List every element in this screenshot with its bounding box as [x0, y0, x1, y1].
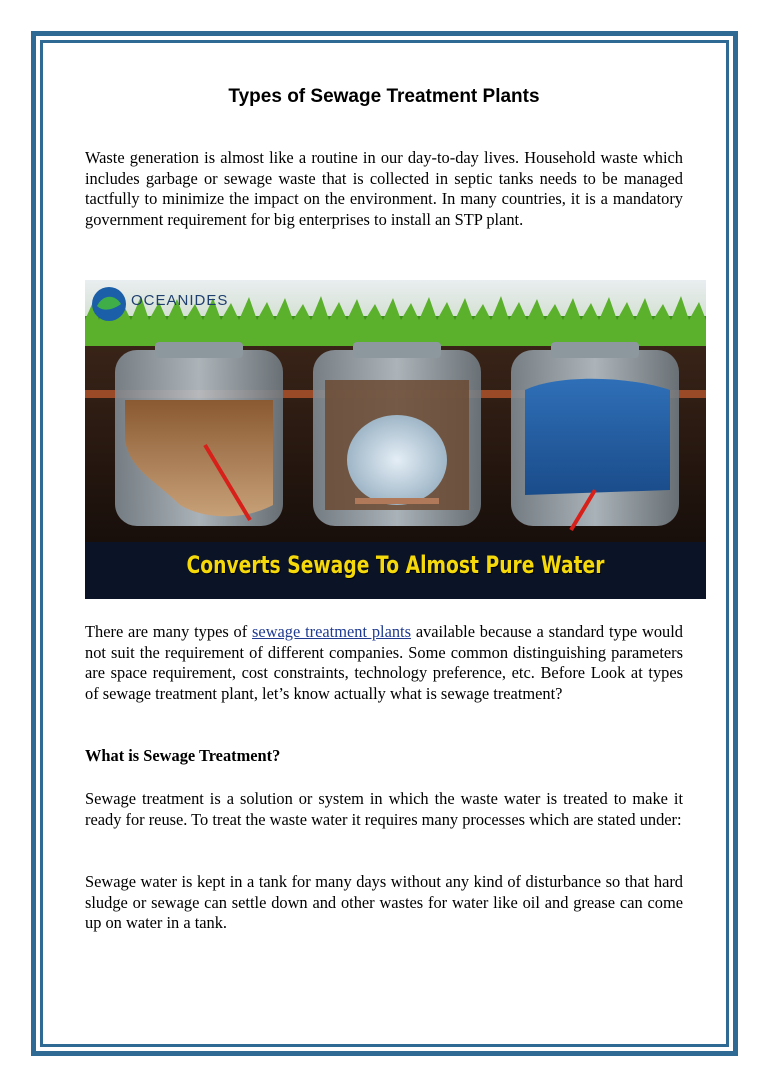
logo-text: OCEANIDES — [131, 292, 229, 309]
types-paragraph-rest: available because a standard type would not suit the requirement of different companies. Some common distinguishing parameters are space requirement, cost constraints, technology preference, etc. Before Look at types of sewage treatment plant, let’s know actually what is sewage treatment? — [85, 622, 683, 703]
definition-paragraph: Sewage treatment is a solution or system in which the waste water is treated to make it ready for reuse. To treat the waste water it requires many processes which are stated under: — [85, 789, 683, 829]
types-paragraph-lead: There are many types of — [85, 622, 253, 641]
page-title: Types of Sewage Treatment Plants — [228, 86, 540, 107]
oceanides-logo — [92, 287, 126, 321]
intro-paragraph: Waste generation is almost like a routine in our day-to-day lives. Household waste which includes garbage or sewage waste that is collected in septic tanks needs to be managed tactfully to minimize the impact on the environment. In many countries, it is a mandatory government requirement for big enterprises to install an STP plant. — [85, 148, 683, 229]
septic-tanks-image — [85, 280, 706, 599]
types-paragraph — [85, 622, 683, 704]
sewage-treatment-plants-link[interactable]: sewage treatment plants — [252, 622, 411, 641]
settling-paragraph: Sewage water is kept in a tank for many days without any kind of disturbance so that hard sludge or sewage can settle down and other wastes for water like oil and grease can come up on water in a tank. — [85, 872, 683, 933]
section-heading: What is Sewage Treatment? — [85, 746, 281, 765]
image-caption: Converts Sewage To Almost Pure Water — [186, 551, 605, 579]
